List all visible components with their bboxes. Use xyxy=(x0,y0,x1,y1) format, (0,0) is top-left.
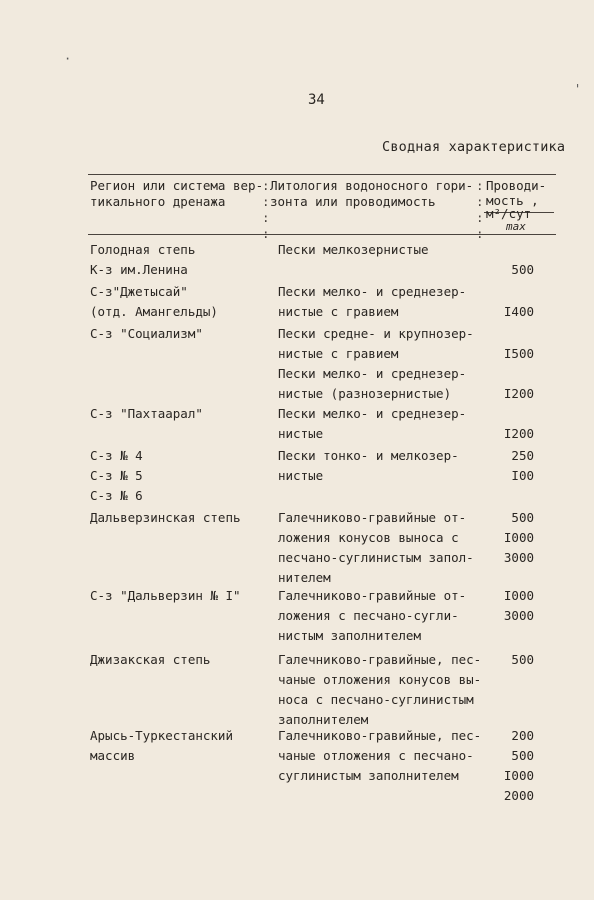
region-line xyxy=(90,344,270,364)
lithology-line xyxy=(278,486,478,506)
region-line xyxy=(90,690,270,710)
lithology-line: Пески средне- и крупнозер- xyxy=(278,326,474,341)
value-cell: 2000 xyxy=(503,788,534,803)
region-line xyxy=(90,606,270,626)
value-cell: 250 xyxy=(511,448,534,463)
region-line: С-з"Джетысай" xyxy=(90,284,188,299)
lithology-line: Пески мелко- и среднезер- xyxy=(278,284,467,299)
region-line xyxy=(90,364,270,384)
value-cell: 500 xyxy=(511,748,534,763)
value-cell xyxy=(480,240,534,260)
lithology-line: заполнителем xyxy=(278,712,369,727)
lithology-line: суглинистым заполнителем xyxy=(278,768,459,783)
region-line: С-з № 5 xyxy=(90,468,143,483)
header-conductivity-line-1: Проводи- xyxy=(486,178,547,193)
region-line: Голодная степь xyxy=(90,242,196,257)
lithology-line: ложения конусов выноса с xyxy=(278,530,459,545)
value-cell: 500 xyxy=(511,510,534,525)
region-line xyxy=(90,548,270,568)
lithology-line: Пески мелкозернистые xyxy=(278,242,429,257)
value-cell: 500 xyxy=(511,652,534,667)
lithology-line: ложения с песчано-сугли- xyxy=(278,608,459,623)
header-lithology-line-2: зонта или проводимость xyxy=(270,194,436,209)
scan-speck: · xyxy=(64,52,72,66)
header-top-rule xyxy=(88,174,556,175)
value-cell xyxy=(480,404,534,424)
value-cell xyxy=(480,486,534,506)
value-cell: 200 xyxy=(511,728,534,743)
lithology-line: носа с песчано-суглинистым xyxy=(278,692,474,707)
lithology-line: нителем xyxy=(278,570,331,585)
scan-speck: ' xyxy=(574,82,582,96)
region-line xyxy=(90,766,270,786)
region-line xyxy=(90,626,270,646)
region-line xyxy=(90,568,270,588)
value-cell xyxy=(480,690,534,710)
value-cell xyxy=(480,324,534,344)
header-region-line-1: Регион или система вер- xyxy=(90,178,264,193)
region-line xyxy=(90,786,270,806)
region-line: С-з "Социализм" xyxy=(90,326,203,341)
value-cell: I000 xyxy=(503,530,534,545)
value-cell xyxy=(480,626,534,646)
value-cell: I200 xyxy=(503,426,534,441)
header-conductivity-line-4: max xyxy=(506,220,526,233)
region-line xyxy=(90,528,270,548)
value-cell: I400 xyxy=(503,304,534,319)
header-conductivity-line-2: мость , xyxy=(486,193,539,208)
value-cell: I200 xyxy=(503,386,534,401)
lithology-line: Пески мелко- и среднезер- xyxy=(278,406,467,421)
region-line: К-з им.Ленина xyxy=(90,262,188,277)
value-cell: I000 xyxy=(503,768,534,783)
region-line: С-з "Пахтаарал" xyxy=(90,406,203,421)
lithology-line: нистые с гравием xyxy=(278,346,399,361)
lithology-line: нистые xyxy=(278,426,324,441)
region-line xyxy=(90,384,270,404)
region-line: Арысь-Туркестанский xyxy=(90,728,233,743)
value-cell: 500 xyxy=(511,262,534,277)
value-cell xyxy=(480,364,534,384)
lithology-line: Пески тонко- и мелкозер- xyxy=(278,448,459,463)
region-line xyxy=(90,424,270,444)
header-region-line-2: тикального дренажа xyxy=(90,194,226,209)
header-separator-2: : : : : xyxy=(476,178,484,241)
value-cell xyxy=(480,568,534,588)
lithology-line: нистые (разнозернистые) xyxy=(278,386,452,401)
lithology-line: чаные отложения конусов вы- xyxy=(278,672,482,687)
header-separator-1: : : : : xyxy=(262,178,270,241)
lithology-line: Галечниково-гравийные, пес- xyxy=(278,652,482,667)
value-cell: 3000 xyxy=(503,550,534,565)
lithology-line: Галечниково-гравийные от- xyxy=(278,510,467,525)
region-line: С-з № 4 xyxy=(90,448,143,463)
header-bottom-rule xyxy=(88,234,556,235)
value-cell: I000 xyxy=(503,588,534,603)
value-cell xyxy=(480,670,534,690)
header-conductivity-line-3: м²/сут xyxy=(486,206,532,221)
lithology-line xyxy=(278,786,478,806)
lithology-line xyxy=(278,260,478,280)
lithology-line: Галечниково-гравийные от- xyxy=(278,588,467,603)
region-line: Дальверзинская степь xyxy=(90,510,241,525)
region-line: С-з № 6 xyxy=(90,488,143,503)
lithology-line: песчано-суглинистым запол- xyxy=(278,550,474,565)
region-line xyxy=(90,670,270,690)
lithology-line: Пески мелко- и среднезер- xyxy=(278,366,467,381)
value-cell: I00 xyxy=(511,468,534,483)
lithology-line: нистые с гравием xyxy=(278,304,399,319)
value-cell: 3000 xyxy=(503,608,534,623)
region-line: (отд. Амангельды) xyxy=(90,304,218,319)
header-lithology-line-1: Литология водоносного гори- xyxy=(270,178,474,193)
lithology-line: нистым заполнителем xyxy=(278,628,421,643)
lithology-line: Галечниково-гравийные, пес- xyxy=(278,728,482,743)
region-line: С-з "Дальверзин № I" xyxy=(90,588,241,603)
page-number: 34 xyxy=(308,92,325,108)
region-line: массив xyxy=(90,748,136,763)
value-cell xyxy=(480,282,534,302)
table-caption: Сводная характеристика xyxy=(382,139,566,155)
lithology-line: чаные отложения с песчано- xyxy=(278,748,474,763)
lithology-line: нистые xyxy=(278,468,324,483)
region-line: Джизакская степь xyxy=(90,652,211,667)
value-cell: I500 xyxy=(503,346,534,361)
